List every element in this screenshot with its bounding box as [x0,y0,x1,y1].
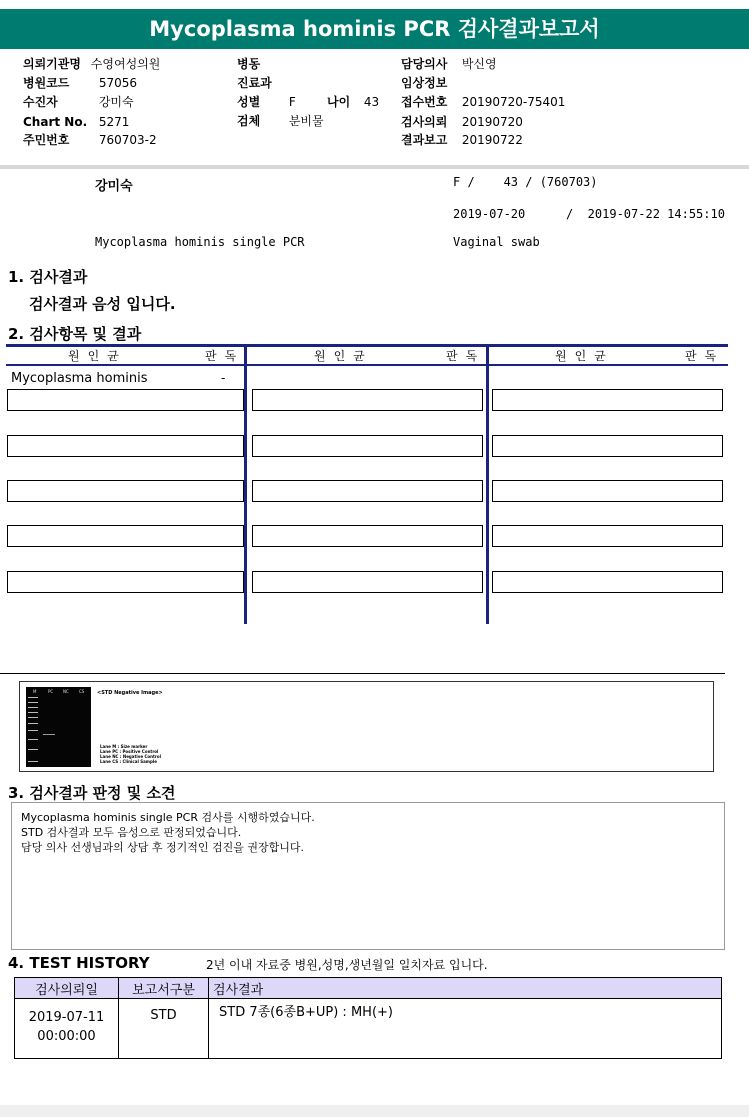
header-field-specimen: 검체 분비물 [237,114,324,128]
opinion-box [11,802,725,950]
results-grid-header-border [6,364,728,366]
result-cell [492,480,723,502]
result-cell [7,525,244,547]
table-row [15,999,722,1059]
footer-band [0,1105,749,1117]
col-header-judgement: 판독 [685,349,725,363]
result-pathogen: Mycoplasma hominis [11,371,148,386]
result-cell [7,435,244,457]
gel-band [28,712,38,713]
header-field-department: 진료과 [237,76,272,90]
history-cell-result: STD 7종(6종B+UP) : MH(+) [209,999,722,1059]
col-header-pathogen: 원인균 [555,349,614,363]
result-cell [492,571,723,593]
result-cell [492,525,723,547]
header-field-chart-no: Chart No. 5271 [23,115,130,129]
history-cell-date: 2019-07-11 00:00:00 [15,999,119,1059]
result-cell [252,480,483,502]
col-header-judgement: 판독 [446,349,486,363]
gel-legend-item: Lane M : Size marker [100,744,148,749]
gel-band [28,707,38,708]
header-field-ward: 병동 [237,57,261,71]
summary-reported-datetime: / 2019-07-22 14:55:10 [566,207,725,221]
header-field-age: 나이 43 [327,95,380,109]
result-cell [7,389,244,411]
result-judgement: - [221,371,226,385]
gel-image-panel [19,681,714,772]
history-col-report-type: 보고서구분 [119,978,209,999]
result-cell [7,571,244,593]
gel-band [28,697,38,698]
gel-legend-item: Lane CS : Clinical Sample [100,759,157,764]
header-field-receipt-no: 접수번호 20190720-75401 [401,95,566,109]
gel-band [28,717,38,718]
gel-band [28,702,38,703]
section4-title: 4. TEST HISTORY [8,954,150,972]
result-cell [252,389,483,411]
section1-title: 1. 검사결과 [8,268,88,286]
summary-patient-name: 강미숙 [95,179,133,194]
gel-image-title: <STD Negative Image> [97,690,163,696]
header-field-institution: 의뢰기관명 수영여성의원 [23,57,161,71]
gel-band [43,734,55,735]
gel-band [28,761,38,762]
section1-result: 검사결과 음성 입니다. [29,295,176,313]
result-cell [7,480,244,502]
header-field-clinical-info: 임상정보 [401,76,448,90]
summary-sex-age: F / 43 / (760703) [453,175,598,189]
col-header-pathogen: 원인균 [68,349,127,363]
header-info [0,0,749,165]
section3-title: 3. 검사결과 판정 및 소견 [8,784,176,802]
opinion-line: 담당 의사 선생님과의 상담 후 정기적인 검진을 권장합니다. [21,841,304,854]
history-col-result: 검사결과 [209,978,722,999]
header-field-hospital-code: 병원코드 57056 [23,76,138,90]
gel-band [28,749,38,750]
results-grid-divider [486,344,489,624]
history-col-request-date: 검사의뢰일 [15,978,119,999]
summary-specimen: Vaginal swab [453,235,540,249]
gel-band [28,723,38,724]
gel-band [28,730,38,731]
section2-title: 2. 검사항목 및 결과 [8,325,142,343]
result-cell [252,571,483,593]
section-divider [0,673,725,674]
result-cell [492,389,723,411]
history-cell-type: STD [119,999,209,1059]
header-field-resident-no: 주민번호 760703-2 [23,133,157,147]
header-field-report-date: 결과보고 20190722 [401,133,523,147]
col-header-judgement: 판독 [205,349,245,363]
gel-legend-item: Lane PC : Positive Control [100,749,159,754]
result-cell [492,435,723,457]
summary-received-date: 2019-07-20 [453,207,526,221]
opinion-line: STD 검사결과 모두 음성으로 판정되었습니다. [21,826,242,839]
history-note: 2년 이내 자료중 병원,성명,생년월일 일치자료 입니다. [206,958,488,972]
col-header-pathogen: 원인균 [314,349,373,363]
history-table [14,977,722,1059]
gel-legend-item: Lane NC : Negative Control [100,754,162,759]
gel-band [28,739,38,740]
gel-electrophoresis-image: M PC NC CS [26,687,91,767]
header-field-request-date: 검사의뢰 20190720 [401,115,523,129]
result-cell [252,435,483,457]
header-field-sex: 성별 F [237,95,296,109]
results-grid-divider [244,344,247,624]
opinion-line: Mycoplasma hominis single PCR 검사를 시행하였습니다. [21,811,315,824]
header-field-doctor: 담당의사 박신영 [401,57,497,71]
header-divider [0,165,749,169]
result-cell [252,525,483,547]
summary-test-name: Mycoplasma hominis single PCR [95,235,305,249]
header-field-patient: 수진자 강미숙 [23,95,134,109]
report-title: Mycoplasma hominis PCR 검사결과보고서 [0,9,749,49]
